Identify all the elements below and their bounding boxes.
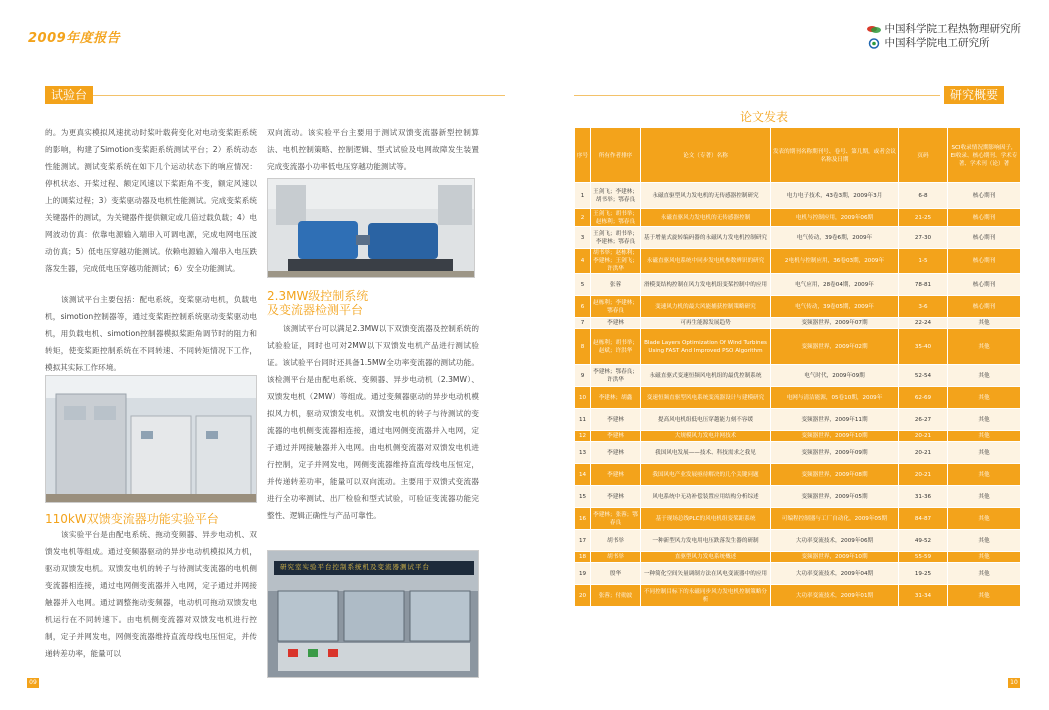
cell-index: 17 — [575, 530, 591, 552]
cell-journal: 变频器世界，2009年02期 — [771, 329, 899, 365]
cell-index: 9 — [575, 365, 591, 387]
cell-title: 变速恒频直驱型风电系统变流器设计与建模研究 — [641, 387, 771, 409]
cell-indexing: 其他 — [948, 508, 1021, 530]
cell-authors: 张蓉；付勋波 — [591, 585, 641, 607]
cell-pages: 55-59 — [899, 552, 948, 563]
cell-authors: 王剑飞；胡书举；李建林；鄂春良 — [591, 227, 641, 249]
left-section-rule — [45, 95, 505, 96]
cell-indexing: 核心期刊 — [948, 296, 1021, 318]
cell-pages: 31-36 — [899, 486, 948, 508]
publications-table — [574, 127, 1021, 607]
cell-authors: 李建林 — [591, 431, 641, 442]
photo-lab-cabinets — [45, 375, 257, 503]
cell-authors: 李建林 — [591, 464, 641, 486]
motor-bench-image — [268, 179, 475, 278]
header-indexing: SCI收录情况期影响因子，EI收录、核心期刊、学术专著、学术刊（论）著 — [948, 128, 1021, 183]
cell-journal: 电气传动，39卷05期，2009年 — [771, 296, 899, 318]
cell-pages: 6-8 — [899, 183, 948, 209]
table-row — [575, 249, 1021, 274]
cell-authors: 李建林 — [591, 486, 641, 508]
table-header-row — [575, 128, 1021, 183]
col1-paragraph-3: 该实验平台是由配电系统、拖动变频器、异步电动机、双馈发电机等组成。通过变频器驱动的异步电动机模拟风力机，驱动双馈发电机。双馈发电机的转子与待测试变流器的电机侧变流器相连接，通过电网侧变流器并入电网，定子通过并网接触器并入电网。通过调整拖动变频器，电动机可拖动双馈发电机运行在不同转速下。由电机侧变流器对双馈发电机进行控制，定子并网发电，网侧变流器维持直流母线电压恒定，并传递转差功率，能量可以 — [45, 530, 257, 658]
cell-index: 7 — [575, 318, 591, 329]
table-row — [575, 227, 1021, 249]
section-tab-test-bench: 试验台 — [45, 86, 93, 104]
cell-authors: 殷华 — [591, 563, 641, 585]
cell-journal: 变频器世界，2009年05期 — [771, 486, 899, 508]
cell-indexing: 其他 — [948, 318, 1021, 329]
cell-index: 20 — [575, 585, 591, 607]
cell-pages: 20-21 — [899, 442, 948, 464]
cell-title: 不同控制目标下的永磁同步风力发电机控制策略分析 — [641, 585, 771, 607]
cell-title: 滑模变结构控制在风力发电机组变桨控制中的应用 — [641, 274, 771, 296]
cell-journal: 电机与控制应用，2009年06期 — [771, 209, 899, 227]
cell-title: 一种新型风力发电用电压跌落发生器的研制 — [641, 530, 771, 552]
cell-title: 可再生能源发展趋势 — [641, 318, 771, 329]
cell-title: 永磁直驱式变速恒频风电机组的最优控制系统 — [641, 365, 771, 387]
table-row — [575, 552, 1021, 563]
cell-journal: 电气时代，2009年09期 — [771, 365, 899, 387]
cell-pages: 78-81 — [899, 274, 948, 296]
right-section-rule — [574, 95, 940, 96]
table-row — [575, 464, 1021, 486]
cell-index: 1 — [575, 183, 591, 209]
cell-authors: 胡书举；赵栋利；李建林；王剑飞；许洪华 — [591, 249, 641, 274]
cell-authors: 张蓉 — [591, 274, 641, 296]
table-row — [575, 508, 1021, 530]
page-number-right: 10 — [1008, 678, 1020, 688]
cell-journal: 可编程控制器与工厂自动化，2009年05期 — [771, 508, 899, 530]
header-pages: 页码 — [899, 128, 948, 183]
control-room-banner-text: 研究室实验平台控制系统机及变流器测试平台 — [280, 563, 430, 571]
cell-title: 永磁直驱风力发电机的无传感器控制 — [641, 209, 771, 227]
cell-index: 12 — [575, 431, 591, 442]
cell-indexing: 核心期刊 — [948, 227, 1021, 249]
cell-authors: 王剑飞；胡书举；赵栋利；鄂春良 — [591, 209, 641, 227]
cell-title: 一种简化空间矢量调制方法在风电变流器中的应用 — [641, 563, 771, 585]
org-line-1 — [866, 22, 1022, 36]
cell-journal: 2电机与控制应用，36卷03期，2009年 — [771, 249, 899, 274]
cell-title: 永磁直驱风电系统中同步发电机参数辨识的研究 — [641, 249, 771, 274]
cell-journal: 大功率变流技术，2009年06期 — [771, 530, 899, 552]
table-row — [575, 183, 1021, 209]
cell-title: Blade Layers Optimization Of Wind Turbines Using FAST And Improved PSO Algorithm — [641, 329, 771, 365]
cell-pages: 1-5 — [899, 249, 948, 274]
cell-pages: 22-24 — [899, 318, 948, 329]
cell-pages: 20-21 — [899, 464, 948, 486]
cell-journal: 大功率变流技术，2009年04期 — [771, 563, 899, 585]
cell-index: 5 — [575, 274, 591, 296]
cell-pages: 62-69 — [899, 387, 948, 409]
photo-control-room — [267, 550, 479, 678]
cell-title: 永磁直驱型风力发电机的无传感器控制研究 — [641, 183, 771, 209]
cell-index: 2 — [575, 209, 591, 227]
cell-indexing: 其他 — [948, 365, 1021, 387]
cell-authors: 胡书举 — [591, 552, 641, 563]
heading-23mw-line1: 2.3MW级控制系统 — [267, 289, 369, 303]
cell-pages: 31-34 — [899, 585, 948, 607]
cell-index: 13 — [575, 442, 591, 464]
cell-authors: 李建林 — [591, 318, 641, 329]
cell-pages: 49-52 — [899, 530, 948, 552]
table-title: 论文发表 — [740, 110, 789, 124]
lab-cabinets-image — [46, 376, 257, 503]
cell-authors: 胡书举 — [591, 530, 641, 552]
table-row — [575, 387, 1021, 409]
cell-journal: 变频器世界，2009年10期 — [771, 431, 899, 442]
cell-authors: 李建林；鄂春良；许洪华 — [591, 365, 641, 387]
cell-index: 18 — [575, 552, 591, 563]
cell-index: 6 — [575, 296, 591, 318]
iet-logo-icon — [866, 24, 882, 35]
cell-indexing: 其他 — [948, 464, 1021, 486]
table-row — [575, 431, 1021, 442]
cell-indexing: 核心期刊 — [948, 183, 1021, 209]
table-row — [575, 486, 1021, 508]
cell-authors: 李建林 — [591, 442, 641, 464]
heading-23mw-line2: 及变流器检测平台 — [267, 303, 364, 317]
cell-authors: 王剑飞；李建林；胡书举；鄂春良 — [591, 183, 641, 209]
page-number-left: 09 — [27, 678, 39, 688]
table-row — [575, 296, 1021, 318]
table-row — [575, 442, 1021, 464]
col1-paragraph-2: 该测试平台主要包括：配电系统，变桨驱动电机，负载电机，simotion控制器等，通过变桨距控制系统驱动变桨驱动电机，用负载电机、simotion控制器模拟桨距角调节时的阻力和转矩，使变桨距控制系统在不同转速、不同转矩情况下工作，模拟其实际工作环境。 — [45, 295, 257, 372]
cell-pages: 3-6 — [899, 296, 948, 318]
table-row — [575, 585, 1021, 607]
heading-110kw-platform: 110kW双馈变流器功能实验平台 — [45, 512, 219, 526]
header-journal: 发表的期刊名称期刊号、卷号、第几期，或者会议名称及日期 — [771, 128, 899, 183]
col2-paragraph-2: 该测试平台可以满足2.3MW以下双馈变流器及控制系统的试验验证，同时也可对2MW以下双馈发电机产品进行测试验证。该试验平台同时还具备1.5MW全功率变流器的测试功能。该检测平台是由配电系统、变频器、异步电动机（2.3MW）、双馈发电机（2MW）等组成。通过变频器驱动的异步电动机模拟风力机，驱动双馈发电机。双馈发电机的转子与待测试的变流器的电机侧变流器相连接，通过电网侧变流器并入电网，定子通过并网接触器并入电网。由电机侧变流器对双馈发电机进行控制，定子并网发电，网侧变流器维持直流母线电压恒定，并传递转差功率，能量可以双向流动。主要用于双馈式变流器进行全功率测试、出厂检验和型式试验，可验证变流器功能完整性、逻辑正确性与产品可靠性。 — [267, 324, 479, 520]
cell-indexing: 其他 — [948, 530, 1021, 552]
cell-pages: 19-25 — [899, 563, 948, 585]
cell-authors: 赵栋利；胡书举；赵斌；许洪华 — [591, 329, 641, 365]
table-row — [575, 530, 1021, 552]
cell-index: 10 — [575, 387, 591, 409]
cell-journal: 电气应用，28卷04期，2009年 — [771, 274, 899, 296]
table-row — [575, 209, 1021, 227]
cell-indexing: 核心期刊 — [948, 274, 1021, 296]
cell-title: 变速风力机的最大风能捕获控制策略研究 — [641, 296, 771, 318]
cell-index: 14 — [575, 464, 591, 486]
cell-journal: 变频器世界，2009年10期 — [771, 552, 899, 563]
cell-authors: 李建林 — [591, 409, 641, 431]
cell-title: 大规模风力发电并网技术 — [641, 431, 771, 442]
table-row — [575, 365, 1021, 387]
table-row — [575, 329, 1021, 365]
report-year-title: 2009年度报告 — [28, 31, 121, 46]
cell-journal: 电力电子技术，43卷3期，2009年3月 — [771, 183, 899, 209]
cell-pages: 84-87 — [899, 508, 948, 530]
cell-indexing: 核心期刊 — [948, 249, 1021, 274]
table-row — [575, 274, 1021, 296]
cell-pages: 20-21 — [899, 431, 948, 442]
section-tab-research: 研究概要 — [944, 86, 1004, 104]
cell-title: 直驱型风力发电系统概述 — [641, 552, 771, 563]
cell-index: 8 — [575, 329, 591, 365]
cell-indexing: 其他 — [948, 486, 1021, 508]
cell-pages: 27-30 — [899, 227, 948, 249]
cell-title: 风电系统中无功补偿装置应用结构分析综述 — [641, 486, 771, 508]
cell-journal: 变频器世界，2009年08期 — [771, 464, 899, 486]
cell-pages: 21-25 — [899, 209, 948, 227]
cell-authors: 赵栋利；李建林；鄂春良 — [591, 296, 641, 318]
cell-index: 4 — [575, 249, 591, 274]
table-row — [575, 563, 1021, 585]
cell-pages: 52-54 — [899, 365, 948, 387]
cell-indexing: 其他 — [948, 563, 1021, 585]
cell-title: 提高风电机组低电压穿越能力刻不容缓 — [641, 409, 771, 431]
cell-journal: 变频器世界，2009年11期 — [771, 409, 899, 431]
cell-indexing: 其他 — [948, 585, 1021, 607]
cell-journal: 变频器世界，2009年07期 — [771, 318, 899, 329]
cell-pages: 35-40 — [899, 329, 948, 365]
table-row — [575, 409, 1021, 431]
cell-journal: 大功率变流技术，2009年01期 — [771, 585, 899, 607]
iee-logo-icon — [866, 38, 882, 49]
cell-title: 我国风电发展——技术、科技需求之我见 — [641, 442, 771, 464]
org-name-1: 中国科学院工程热物理研究所 — [884, 23, 1021, 35]
cell-title: 我国风电产业发展亟待解决的几个关键问题 — [641, 464, 771, 486]
header-title: 论文（专著）名称 — [641, 128, 771, 183]
cell-index: 16 — [575, 508, 591, 530]
photo-motor-test-bench — [267, 178, 475, 278]
cell-index: 19 — [575, 563, 591, 585]
org-header — [866, 22, 1022, 50]
cell-index: 15 — [575, 486, 591, 508]
publications-table-body — [575, 183, 1021, 607]
cell-indexing: 其他 — [948, 442, 1021, 464]
cell-index: 11 — [575, 409, 591, 431]
cell-indexing: 其他 — [948, 431, 1021, 442]
cell-journal: 变频器世界，2009年09期 — [771, 442, 899, 464]
org-line-2 — [866, 36, 1022, 50]
cell-index: 3 — [575, 227, 591, 249]
header-index: 序号 — [575, 128, 591, 183]
col1-paragraph-1: 的。为更真实模拟风速扰动时桨叶载荷变化对电动变桨距系统的影响，构建了Simotion变桨距系统测试平台；2）系统动态性能测试。测试变桨系统在如下几个运动状态下的响应情况：停机状态、开桨过程、额定风速以下桨距角不变，额定风速以上的调桨过程；3）变桨驱动器及电机性能测试。完成变桨系统关键器件的测试，为关键器件提供额定或几倍过载负载；4）电网波动仿真：依靠电源输入端串入可调电源，完成电网电压波动仿真；5）低电压穿越功能测试。依赖电源输入端串入电压跌落发生器，完成低电压穿越功能测试；6）安全功能测试。 — [45, 128, 257, 273]
cell-indexing: 其他 — [948, 552, 1021, 563]
cell-title: 基于增量式旋转编码器的永磁风力发电机控制研究 — [641, 227, 771, 249]
cell-title: 基于现场总线PLC的风电机组变桨距系统 — [641, 508, 771, 530]
org-name-2: 中国科学院电工研究所 — [884, 37, 990, 49]
header-authors: 所有作者排序 — [591, 128, 641, 183]
cell-indexing: 其他 — [948, 387, 1021, 409]
cell-authors: 李建林；胡鑫 — [591, 387, 641, 409]
cell-indexing: 其他 — [948, 409, 1021, 431]
cell-journal: 电气传动，39卷6期，2009年 — [771, 227, 899, 249]
col2-paragraph-1: 双向流动。该实验平台主要用于测试双馈变流器新型控制算法、电机控制策略、控制逻辑、型式试验及电网故障发生装置完成变流器小功率低电压穿越功能测试等。 — [267, 128, 479, 171]
cell-authors: 李建林；张蓉；鄂春良 — [591, 508, 641, 530]
table-row — [575, 318, 1021, 329]
cell-journal: 电网与清洁能源，05卷10期，2009年 — [771, 387, 899, 409]
cell-pages: 26-27 — [899, 409, 948, 431]
cell-indexing: 核心期刊 — [948, 209, 1021, 227]
cell-indexing: 其他 — [948, 329, 1021, 365]
